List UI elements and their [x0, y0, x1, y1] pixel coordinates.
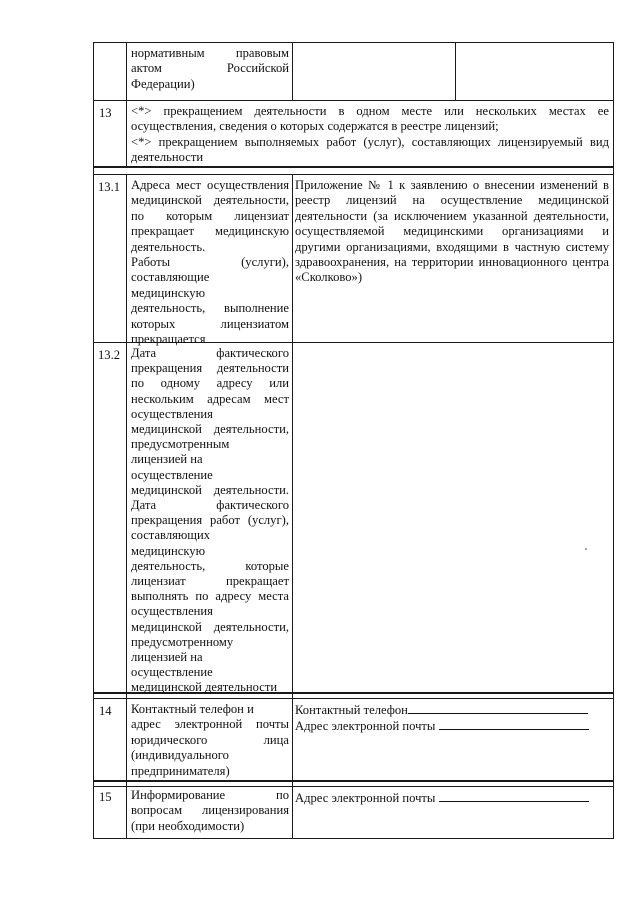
scan-speck — [585, 548, 587, 550]
row-number: 14 — [99, 704, 112, 718]
col-divider-label — [292, 42, 293, 100]
row-divider — [93, 698, 614, 699]
text-line: медицинской деятельности — [131, 680, 278, 695]
row-number: 15 — [99, 790, 112, 804]
text-line: лицензиат прекращает — [131, 574, 289, 589]
text-line: осуществляемой медицинскими организациями и — [295, 224, 609, 239]
text-line: медицинской деятельности, — [131, 619, 289, 634]
text-line: вопросам лицензирования — [131, 803, 289, 818]
text-line: юридического лица — [131, 732, 289, 747]
row-15-label — [131, 788, 289, 834]
text-line: осуществление — [131, 665, 213, 680]
text-line: медицинской деятельности, — [131, 193, 289, 208]
text-line: Дата фактического — [131, 346, 289, 360]
text-line: Дата фактического — [131, 498, 289, 513]
text-line: нескольким адресам мест — [131, 391, 289, 406]
text-line: (индивидуального — [131, 748, 229, 763]
text-line: по которым лицензиат — [131, 208, 289, 223]
text-line: прекращения деятельности — [131, 361, 289, 376]
text-line: нормативным правовым — [131, 46, 289, 60]
row-14-label — [131, 702, 289, 779]
text-line: осуществления, сведения о которых содержатся в реестре лицензий; — [131, 119, 499, 134]
col-divider-extra — [455, 42, 456, 100]
row-13-2-label — [131, 346, 289, 696]
text-line: Приложение № 1 к заявлению о внесении изменений в — [295, 178, 609, 192]
col-divider-label — [292, 174, 293, 839]
text-line: (при необходимости) — [131, 818, 245, 833]
text-line: осуществления — [131, 406, 213, 421]
row-13-1-label — [131, 178, 289, 347]
text-line: медицинскую — [131, 285, 205, 300]
text-line: составляющих — [131, 528, 211, 543]
text-line: здравоохранения, на территории инновационного центра — [295, 255, 609, 270]
text-line: осуществления — [131, 604, 213, 619]
email-input-line[interactable] — [439, 790, 589, 802]
text-line: предусмотренному — [131, 634, 234, 649]
text-line: Контактный телефон и — [131, 702, 254, 716]
text-line: <*> прекращением выполняемых работ (услуг), составляющих лицензируемый вид — [131, 134, 609, 149]
table-border-left — [93, 42, 94, 839]
text-line: медицинскую — [131, 543, 205, 558]
row-divider — [93, 100, 614, 101]
text-line: выполнять по адресу места — [131, 589, 289, 604]
table-border-top — [93, 42, 614, 43]
text-line: деятельность, которые — [131, 558, 289, 573]
email-label: Адрес электронной почты — [295, 719, 436, 733]
text-line: «Сколково») — [295, 270, 363, 285]
text-line: предпринимателя) — [131, 763, 230, 778]
text-line: адрес электронной почты — [131, 717, 289, 732]
text-line: предусмотренным — [131, 437, 230, 452]
table-border-bottom — [93, 838, 614, 839]
text-line: прекращения работ (услуг), — [131, 513, 289, 528]
text-line: медицинской деятельности, — [131, 422, 289, 437]
row-number: 13 — [99, 106, 112, 120]
text-line: прекращается — [131, 332, 206, 347]
text-line: <*> прекращением деятельности в одном месте или нескольких местах ее — [131, 104, 609, 118]
row-divider — [93, 174, 614, 175]
phone-field-row — [295, 702, 609, 718]
text-line: Адреса мест осуществления — [131, 178, 289, 192]
text-line: лицензией на — [131, 452, 203, 467]
continued-label — [131, 46, 289, 92]
col-divider-num — [126, 42, 127, 100]
row-divider — [93, 166, 614, 168]
text-line: Информирование по — [131, 788, 289, 802]
row-13-1-value — [295, 178, 609, 286]
text-line: медицинской деятельности. — [131, 482, 289, 497]
text-line: деятельности — [131, 150, 204, 165]
text-line: которых лицензиатом — [131, 316, 289, 331]
row-number: 13.2 — [98, 348, 121, 362]
col-divider-num — [126, 100, 127, 166]
text-line: реестр лицензий на осуществление медицинской — [295, 193, 609, 208]
text-line: прекращает медицинскую — [131, 224, 289, 239]
row-number: 13.1 — [98, 180, 121, 194]
email-input-line[interactable] — [439, 718, 589, 730]
row-divider — [93, 786, 614, 787]
text-line: деятельность, выполнение — [131, 301, 289, 316]
text-line: другими организациями, входящими в частную систему — [295, 239, 609, 254]
text-line: Работы (услуги), — [131, 255, 289, 270]
text-line: деятельность. — [131, 239, 206, 254]
row-divider — [93, 780, 614, 782]
text-line: осуществление — [131, 467, 213, 482]
phone-label: Контактный телефон — [295, 703, 408, 717]
table-border-right — [613, 42, 614, 839]
email-field-row — [295, 790, 609, 806]
text-line: Федерации) — [131, 76, 195, 91]
email-field-row — [295, 718, 609, 734]
email-label: Адрес электронной почты — [295, 791, 436, 805]
text-line: по одному адресу или — [131, 376, 289, 391]
text-line: лицензией на — [131, 650, 203, 665]
text-line: составляющие — [131, 270, 210, 285]
text-line: актом Российской — [131, 61, 289, 76]
col-divider-num — [126, 174, 127, 839]
text-line: деятельности (за исключением указанной деятельности, — [295, 208, 609, 223]
row-13-text — [131, 104, 609, 166]
phone-input-line[interactable] — [408, 702, 588, 714]
